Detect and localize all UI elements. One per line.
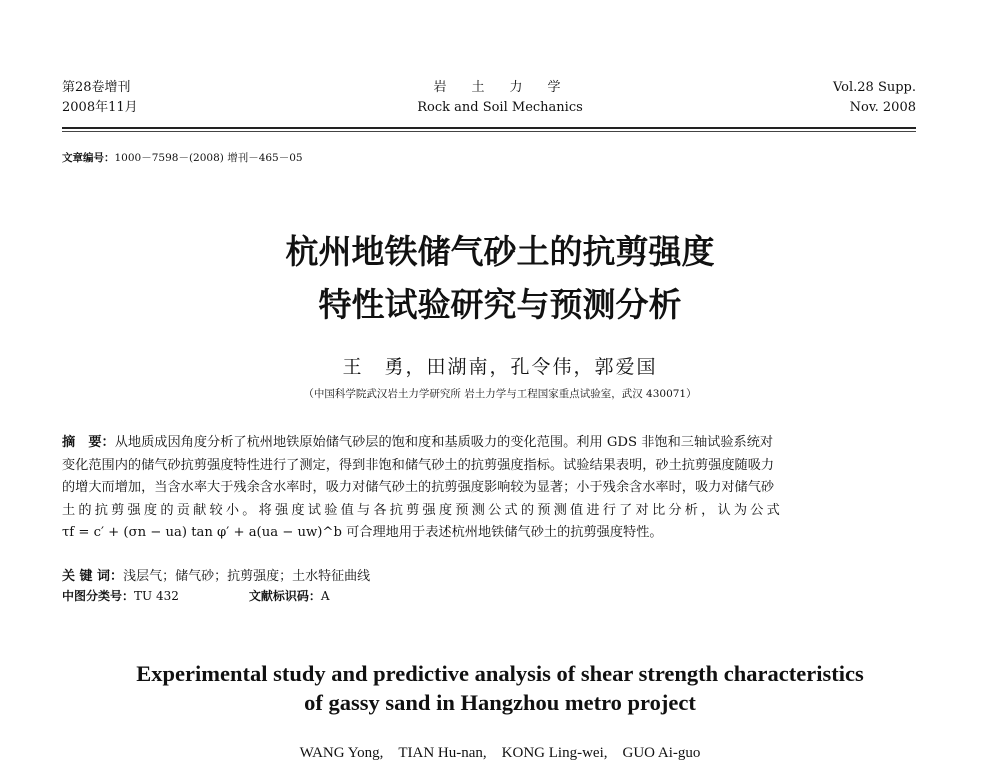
journal-name-cn: 岩 土 力 学 [433,80,567,95]
english-authors: WANG Yong, TIAN Hu-nan, KONG Ling-wei, GUO Ai-guo [299,745,701,761]
journal-name-en: Rock and Soil Mechanics [417,100,583,115]
classification-value: TU 432 [134,589,179,603]
classification [62,587,330,604]
doc-code-label: 文献标识码： [248,589,321,603]
volume-en: Vol.28 Supp. [832,80,916,95]
article-number-label: 文章编号： [62,152,115,164]
article-number-value: 1000－7598－(2008) 增刊－465－05 [114,152,303,164]
english-title-line-1: Experimental study and predictive analysis of shear strength characteristics [136,661,864,686]
title-line-2: 特性试验研究与预测分析 [318,285,682,324]
abstract-line: 土的抗剪强度的贡献较小。将强度试验值与各抗剪强度预测公式的预测值进行了对比分析，认为公式 [62,502,784,518]
abstract-line: 变化范围内的储气砂抗剪强度特性进行了测定，得到非饱和储气砂土的抗剪强度指标。试验结果表明，砂土抗剪强度随吸力 [62,457,775,473]
header-rule-thin [62,131,916,132]
issue-date: 2008年11月 [62,100,138,115]
journal-volume-en [833,78,916,118]
abstract-line: 从地质成因角度分析了杭州地铁原始储气砂层的饱和度和基质吸力的变化范围。利用 GDS 非饱和三轴试验系统对 [114,435,774,450]
abstract-formula-line: τf = c′ + (σn − ua) tan φ′ + a(ua − uw)^b 可合理地用于表述杭州地铁储气砂土的抗剪强度特性。 [62,525,663,540]
header-rule [62,127,916,129]
abstract [62,432,915,545]
article-number [62,150,303,165]
authors: 王 勇，田湖南，孔令伟，郭爱国 [342,356,658,378]
keywords-value: 浅层气；储气砂；抗剪强度；土水特征曲线 [123,569,371,584]
affiliation: （中国科学院武汉岩土力学研究所 岩土力学与工程国家重点试验室，武汉 430071） [303,388,697,400]
keywords-label: 关 键 词： [62,569,124,584]
classification-label: 中图分类号： [62,589,135,603]
title-line-1: 杭州地铁储气砂土的抗剪强度 [285,232,715,271]
date-en: Nov. 2008 [849,100,916,115]
doc-code-value: A [320,589,330,603]
abstract-label: 摘 要： [62,435,115,450]
volume-issue: 第28卷增刊 [62,80,131,95]
english-title-line-2: of gassy sand in Hangzhou metro project [304,690,696,715]
abstract-line: 的增大而增加，当含水率大于残余含水率时，吸力对储气砂土的抗剪强度影响较为显著；小于残余含水率时，吸力对储气砂 [62,480,775,495]
english-title [0,659,1000,717]
keywords [62,565,370,584]
